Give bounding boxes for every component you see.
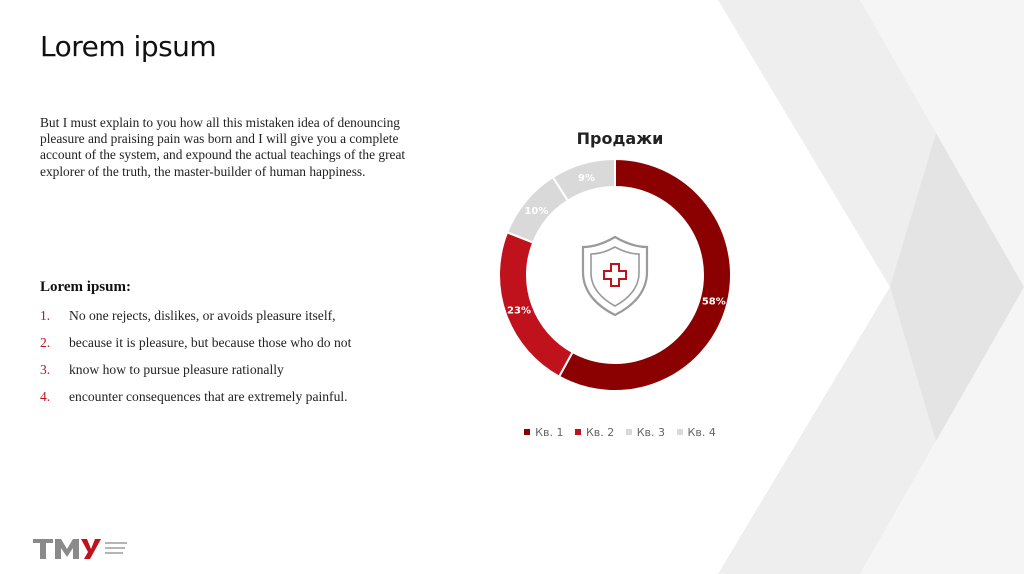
list-text: encounter consequences that are extremely painful. bbox=[69, 389, 348, 404]
list-number: 2. bbox=[40, 335, 51, 350]
list-number: 3. bbox=[40, 362, 51, 377]
legend-item-q2 bbox=[575, 426, 614, 439]
legend-item-q4 bbox=[677, 426, 716, 439]
list-number: 1. bbox=[40, 308, 51, 323]
shield-cross-icon bbox=[583, 237, 647, 315]
list-heading: Lorem ipsum: bbox=[40, 279, 131, 295]
legend-item-q1 bbox=[524, 426, 563, 439]
list-item bbox=[40, 308, 351, 335]
slice-label-3: 10% bbox=[524, 205, 549, 217]
donut-svg bbox=[470, 120, 770, 420]
legend-swatch bbox=[677, 429, 683, 435]
list-text: because it is pleasure, but because those who do not bbox=[69, 335, 352, 350]
legend-swatch bbox=[524, 429, 530, 435]
list-item bbox=[40, 362, 351, 389]
donut-slice-2 bbox=[499, 232, 573, 376]
list-number: 4. bbox=[40, 389, 51, 404]
chart-title: Продажи bbox=[576, 129, 664, 148]
numbered-list bbox=[40, 308, 351, 416]
list-item bbox=[40, 389, 351, 416]
legend-label: Кв. 3 bbox=[636, 425, 666, 439]
chart-legend bbox=[470, 425, 770, 439]
slice-label-2: 23% bbox=[507, 305, 531, 317]
legend-swatch bbox=[626, 429, 632, 435]
legend-swatch bbox=[575, 429, 581, 435]
legend-label: Кв. 4 bbox=[687, 425, 716, 439]
donut-slice-1 bbox=[559, 159, 731, 391]
legend-label: Кв. 1 bbox=[535, 425, 564, 439]
list-text: No one rejects, dislikes, or avoids pleasure itself, bbox=[69, 308, 336, 323]
list-text: know how to pursue pleasure rationally bbox=[69, 362, 284, 377]
sales-donut-chart bbox=[470, 120, 770, 460]
page-title: Lorem ipsum bbox=[40, 30, 217, 63]
slice-label-4: 9% bbox=[578, 173, 596, 185]
legend-item-q3 bbox=[626, 426, 665, 439]
tmu-logo bbox=[33, 536, 128, 562]
slice-label-1: 58% bbox=[701, 296, 726, 308]
intro-paragraph: But I must explain to you how all this mistaken idea of denouncing pleasure and praising pain was born and I will give you a complete account of the system, and expound the actual teachings of the great explorer of the truth, the master-builder of human happiness. bbox=[40, 115, 406, 179]
list-item bbox=[40, 335, 351, 362]
legend-label: Кв. 2 bbox=[585, 425, 615, 439]
